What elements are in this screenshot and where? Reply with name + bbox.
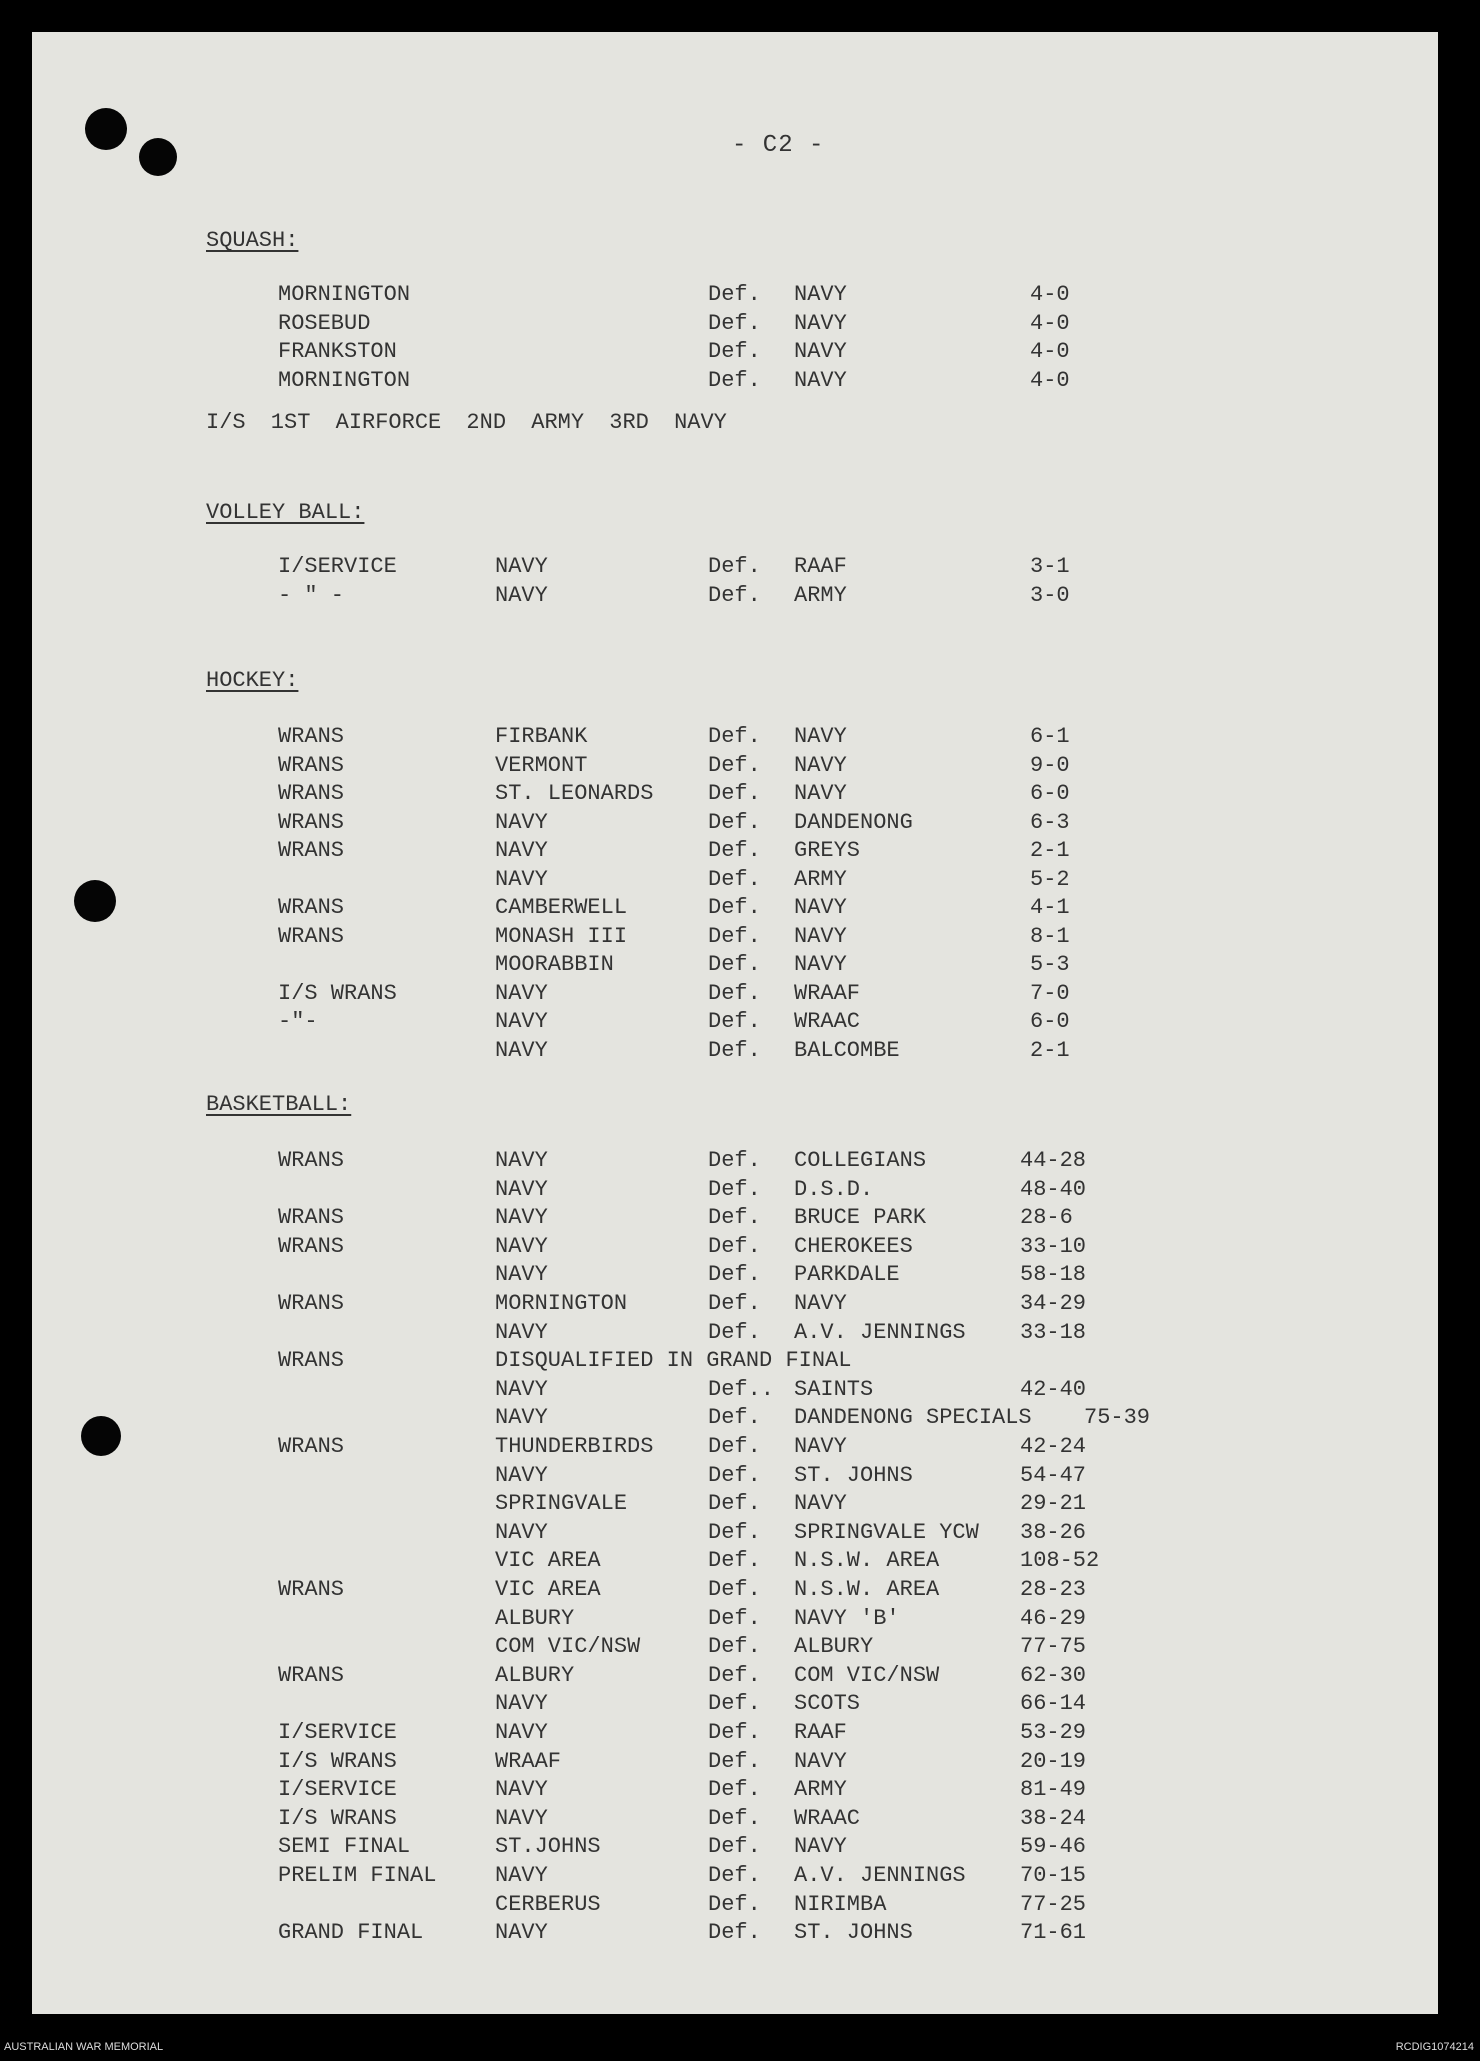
opponent-name: BRUCE PARK xyxy=(794,1205,927,1231)
score: 4-1 xyxy=(1030,895,1070,920)
opponent-name: NAVY xyxy=(794,752,847,778)
document-page xyxy=(32,32,1438,2014)
score: 38-26 xyxy=(1020,1519,1087,1545)
team-name: ALBURY xyxy=(495,1662,575,1688)
defeated-label: Def. xyxy=(708,1662,761,1688)
team-name: ROSEBUD xyxy=(278,310,371,336)
score: 6-3 xyxy=(1030,809,1070,835)
opponent-name: NAVY xyxy=(794,1491,847,1517)
score: 66-14 xyxy=(1020,1691,1087,1717)
team-name: MORNINGTON xyxy=(278,367,411,393)
score: 108-52 xyxy=(1020,1548,1100,1574)
result-row xyxy=(32,1205,1438,1233)
score: 77-25 xyxy=(1020,1891,1087,1917)
defeated-label: Def. xyxy=(708,952,761,977)
basketball-heading: BASKETBALL: xyxy=(206,1092,352,1117)
team-name: NAVY xyxy=(495,1148,548,1173)
result-row xyxy=(32,1520,1438,1548)
opponent-name: RAAF xyxy=(794,1720,847,1745)
opponent-name: WRAAF xyxy=(794,980,861,1006)
score: 5-3 xyxy=(1030,952,1070,977)
team-name: SPRINGVALE xyxy=(495,1491,628,1517)
result-row xyxy=(32,282,1438,310)
team-name: NAVY xyxy=(495,866,548,892)
score: 4-0 xyxy=(1030,310,1070,336)
result-row xyxy=(32,1749,1438,1777)
match-label: I/S WRANS xyxy=(278,1748,397,1774)
defeated-label: Def. xyxy=(708,866,761,892)
score: 42-40 xyxy=(1020,1376,1087,1402)
opponent-name: ST. JOHNS xyxy=(794,1920,913,1946)
opponent-name: NAVY xyxy=(794,1748,847,1774)
match-label: WRANS xyxy=(278,1662,345,1688)
result-row xyxy=(32,1577,1438,1605)
match-label: -"- xyxy=(278,1009,318,1034)
match-label: SEMI FINAL xyxy=(278,1834,411,1860)
defeated-label: Def. xyxy=(708,1748,761,1774)
defeated-label: Def. xyxy=(708,724,761,749)
defeated-label: Def. xyxy=(708,582,761,608)
defeated-label: Def. xyxy=(708,1491,761,1517)
match-label: WRANS xyxy=(278,1434,345,1459)
team-name: MOORABBIN xyxy=(495,952,614,977)
result-row xyxy=(32,339,1438,367)
opponent-name: ST. JOHNS xyxy=(794,1462,913,1488)
defeated-label: Def. xyxy=(708,1920,761,1946)
score: 70-15 xyxy=(1020,1863,1087,1888)
team-name: NAVY xyxy=(495,980,548,1006)
team-name: NAVY xyxy=(495,1037,548,1063)
opponent-name: N.S.W. AREA xyxy=(794,1577,940,1602)
result-row xyxy=(32,1491,1438,1519)
match-label: I/S WRANS xyxy=(278,980,397,1006)
match-label: WRANS xyxy=(278,781,345,806)
defeated-label: Def. xyxy=(708,1291,761,1316)
opponent-name: ARMY xyxy=(794,866,847,892)
score: 44-28 xyxy=(1020,1148,1087,1173)
defeated-label: Def. xyxy=(708,1009,761,1034)
team-name: NAVY xyxy=(495,1863,548,1888)
match-label: WRANS xyxy=(278,838,345,863)
team-name: NAVY xyxy=(495,582,548,608)
team-name: NAVY xyxy=(495,554,548,579)
opponent-name: WRAAC xyxy=(794,1805,861,1831)
score: 7-0 xyxy=(1030,980,1070,1006)
squash-heading: SQUASH: xyxy=(206,228,299,253)
team-name: CERBERUS xyxy=(495,1891,601,1917)
score: 59-46 xyxy=(1020,1834,1087,1860)
squash-summary: I/S 1ST AIRFORCE 2ND ARMY 3RD NAVY xyxy=(206,410,727,435)
opponent-name: ALBURY xyxy=(794,1634,874,1660)
score: 77-75 xyxy=(1020,1634,1087,1660)
opponent-name: NAVY xyxy=(794,781,847,806)
opponent-name: BALCOMBE xyxy=(794,1037,900,1063)
result-row xyxy=(32,895,1438,923)
team-name: NAVY xyxy=(495,1805,548,1831)
result-row xyxy=(32,368,1438,396)
match-label: WRANS xyxy=(278,1348,345,1374)
defeated-label: Def. xyxy=(708,1434,761,1459)
match-label: I/S WRANS xyxy=(278,1805,397,1831)
result-row xyxy=(32,1777,1438,1805)
team-name: WRAAF xyxy=(495,1748,562,1774)
defeated-label: Def. xyxy=(708,1891,761,1917)
team-name: NAVY xyxy=(495,1319,548,1345)
result-row xyxy=(32,1806,1438,1834)
opponent-name: SPRINGVALE YCW xyxy=(794,1519,979,1545)
opponent-name: PARKDALE xyxy=(794,1262,900,1288)
match-label: I/SERVICE xyxy=(278,1777,397,1803)
defeated-label: Def. xyxy=(708,809,761,835)
result-row xyxy=(32,1606,1438,1634)
score: 5-2 xyxy=(1030,866,1070,892)
defeated-label: Def. xyxy=(708,339,761,364)
opponent-name: GREYS xyxy=(794,838,861,863)
result-row xyxy=(32,1262,1438,1290)
defeated-label: Def. xyxy=(708,895,761,920)
result-row xyxy=(32,867,1438,895)
defeated-label: Def. xyxy=(708,1691,761,1717)
team-name: MORNINGTON xyxy=(278,282,411,307)
defeated-label: Def.. xyxy=(708,1376,775,1402)
score: 38-24 xyxy=(1020,1805,1087,1831)
opponent-name: NAVY xyxy=(794,895,847,920)
match-label: I/SERVICE xyxy=(278,554,397,579)
match-label: GRAND FINAL xyxy=(278,1920,424,1946)
footer-archive-name: AUSTRALIAN WAR MEMORIAL xyxy=(4,2041,164,2053)
team-name: NAVY xyxy=(495,1720,548,1745)
opponent-name: NAVY xyxy=(794,724,847,749)
score: 28-6 xyxy=(1020,1205,1073,1231)
defeated-label: Def. xyxy=(708,310,761,336)
score: 6-1 xyxy=(1030,724,1070,749)
match-label: WRANS xyxy=(278,895,345,920)
punch-hole xyxy=(85,108,127,150)
match-label: WRANS xyxy=(278,1205,345,1231)
opponent-name: NAVY 'B' xyxy=(794,1605,900,1631)
score: 75-39 xyxy=(1084,1405,1151,1431)
score: 58-18 xyxy=(1020,1262,1087,1288)
team-name: NAVY xyxy=(495,1405,548,1431)
team-name: DISQUALIFIED IN GRAND FINAL xyxy=(495,1348,852,1374)
opponent-name: CHEROKEES xyxy=(794,1233,913,1259)
defeated-label: Def. xyxy=(708,1720,761,1745)
defeated-label: Def. xyxy=(708,1148,761,1173)
score: 62-30 xyxy=(1020,1662,1087,1688)
team-name: NAVY xyxy=(495,1205,548,1231)
defeated-label: Def. xyxy=(708,1834,761,1860)
score: 42-24 xyxy=(1020,1434,1087,1459)
result-row xyxy=(32,1177,1438,1205)
score: 6-0 xyxy=(1030,781,1070,806)
score: 4-0 xyxy=(1030,339,1070,364)
result-row xyxy=(32,781,1438,809)
defeated-label: Def. xyxy=(708,1262,761,1288)
defeated-label: Def. xyxy=(708,1519,761,1545)
score: 81-49 xyxy=(1020,1777,1087,1803)
opponent-name: SCOTS xyxy=(794,1691,861,1717)
score: 33-18 xyxy=(1020,1319,1087,1345)
result-row xyxy=(32,1234,1438,1262)
team-name: NAVY xyxy=(495,1009,548,1034)
result-row xyxy=(32,1377,1438,1405)
opponent-name: A.V. JENNINGS xyxy=(794,1319,966,1345)
score: 48-40 xyxy=(1020,1176,1087,1202)
match-label: I/SERVICE xyxy=(278,1720,397,1745)
team-name: NAVY xyxy=(495,809,548,835)
match-label: WRANS xyxy=(278,752,345,778)
result-row xyxy=(32,1720,1438,1748)
result-row xyxy=(32,583,1438,611)
match-label: WRANS xyxy=(278,1577,345,1602)
result-row xyxy=(32,1548,1438,1576)
defeated-label: Def. xyxy=(708,1037,761,1063)
defeated-label: Def. xyxy=(708,1405,761,1431)
defeated-label: Def. xyxy=(708,923,761,949)
score: 3-1 xyxy=(1030,554,1070,579)
team-name: FRANKSTON xyxy=(278,339,397,364)
defeated-label: Def. xyxy=(708,367,761,393)
defeated-label: Def. xyxy=(708,1777,761,1803)
defeated-label: Def. xyxy=(708,1205,761,1231)
result-row xyxy=(32,1009,1438,1037)
result-row xyxy=(32,554,1438,582)
score: 6-0 xyxy=(1030,1009,1070,1034)
team-name: NAVY xyxy=(495,1462,548,1488)
result-row xyxy=(32,1405,1438,1433)
result-row xyxy=(32,1834,1438,1862)
defeated-label: Def. xyxy=(708,1634,761,1660)
defeated-label: Def. xyxy=(708,1319,761,1345)
opponent-name: NIRIMBA xyxy=(794,1891,887,1917)
score: 71-61 xyxy=(1020,1920,1087,1946)
defeated-label: Def. xyxy=(708,1577,761,1602)
result-row xyxy=(32,952,1438,980)
score: 4-0 xyxy=(1030,282,1070,307)
score: 2-1 xyxy=(1030,838,1070,863)
result-row xyxy=(32,1291,1438,1319)
result-row xyxy=(32,753,1438,781)
defeated-label: Def. xyxy=(708,282,761,307)
defeated-label: Def. xyxy=(708,1176,761,1202)
team-name: NAVY xyxy=(495,1233,548,1259)
opponent-name: COM VIC/NSW xyxy=(794,1662,940,1688)
opponent-name: NAVY xyxy=(794,1434,847,1459)
opponent-name: ARMY xyxy=(794,582,847,608)
team-name: ALBURY xyxy=(495,1605,575,1631)
page-number: - C2 - xyxy=(732,132,825,159)
team-name: NAVY xyxy=(495,1176,548,1202)
team-name: ST.JOHNS xyxy=(495,1834,601,1860)
score: 33-10 xyxy=(1020,1233,1087,1259)
team-name: NAVY xyxy=(495,1519,548,1545)
score: 34-29 xyxy=(1020,1291,1087,1316)
match-label: WRANS xyxy=(278,724,345,749)
score: 3-0 xyxy=(1030,582,1070,608)
team-name: NAVY xyxy=(495,1376,548,1402)
defeated-label: Def. xyxy=(708,781,761,806)
opponent-name: NAVY xyxy=(794,923,847,949)
team-name: NAVY xyxy=(495,1691,548,1717)
result-row xyxy=(32,810,1438,838)
opponent-name: DANDENONG SPECIALS xyxy=(794,1405,1032,1431)
opponent-name: COLLEGIANS xyxy=(794,1148,927,1173)
score: 2-1 xyxy=(1030,1037,1070,1063)
result-row xyxy=(32,1663,1438,1691)
opponent-name: RAAF xyxy=(794,554,847,579)
score: 20-19 xyxy=(1020,1748,1087,1774)
opponent-name: NAVY xyxy=(794,1834,847,1860)
result-row xyxy=(32,1320,1438,1348)
defeated-label: Def. xyxy=(708,1605,761,1631)
opponent-name: NAVY xyxy=(794,310,847,336)
team-name: VIC AREA xyxy=(495,1548,601,1574)
defeated-label: Def. xyxy=(708,752,761,778)
footer-archive-id: RCDIG1074214 xyxy=(1395,2041,1474,2053)
result-row xyxy=(32,981,1438,1009)
team-name: FIRBANK xyxy=(495,724,588,749)
team-name: NAVY xyxy=(495,1777,548,1803)
result-row xyxy=(32,1463,1438,1491)
opponent-name: D.S.D. xyxy=(794,1176,874,1202)
team-name: THUNDERBIRDS xyxy=(495,1434,654,1459)
result-row xyxy=(32,924,1438,952)
result-row xyxy=(32,724,1438,752)
score: 9-0 xyxy=(1030,752,1070,778)
result-row xyxy=(32,1863,1438,1891)
opponent-name: DANDENONG xyxy=(794,809,913,835)
opponent-name: SAINTS xyxy=(794,1376,874,1402)
defeated-label: Def. xyxy=(708,1548,761,1574)
team-name: MORNINGTON xyxy=(495,1291,628,1316)
defeated-label: Def. xyxy=(708,1462,761,1488)
volleyball-heading: VOLLEY BALL: xyxy=(206,500,365,525)
opponent-name: WRAAC xyxy=(794,1009,861,1034)
score: 4-0 xyxy=(1030,367,1070,393)
opponent-name: A.V. JENNINGS xyxy=(794,1863,966,1888)
opponent-name: ARMY xyxy=(794,1777,847,1803)
result-row xyxy=(32,1920,1438,1948)
score: 54-47 xyxy=(1020,1462,1087,1488)
defeated-label: Def. xyxy=(708,554,761,579)
opponent-name: NAVY xyxy=(794,282,847,307)
defeated-label: Def. xyxy=(708,1805,761,1831)
match-label: PRELIM FINAL xyxy=(278,1863,437,1888)
score: 8-1 xyxy=(1030,923,1070,949)
score: 28-23 xyxy=(1020,1577,1087,1602)
team-name: ST. LEONARDS xyxy=(495,781,654,806)
result-row xyxy=(32,311,1438,339)
defeated-label: Def. xyxy=(708,980,761,1006)
opponent-name: NAVY xyxy=(794,1291,847,1316)
team-name: VIC AREA xyxy=(495,1577,601,1602)
result-row xyxy=(32,1892,1438,1920)
match-label: WRANS xyxy=(278,1148,345,1173)
opponent-name: NAVY xyxy=(794,339,847,364)
match-label: WRANS xyxy=(278,1291,345,1316)
team-name: CAMBERWELL xyxy=(495,895,628,920)
team-name: NAVY xyxy=(495,1920,548,1946)
team-name: NAVY xyxy=(495,838,548,863)
result-row xyxy=(32,1148,1438,1176)
score: 46-29 xyxy=(1020,1605,1087,1631)
match-label: WRANS xyxy=(278,1233,345,1259)
team-name: COM VIC/NSW xyxy=(495,1634,641,1660)
team-name: NAVY xyxy=(495,1262,548,1288)
defeated-label: Def. xyxy=(708,838,761,863)
team-name: MONASH III xyxy=(495,923,628,949)
opponent-name: NAVY xyxy=(794,367,847,393)
team-name: VERMONT xyxy=(495,752,588,778)
result-row xyxy=(32,1434,1438,1462)
result-row xyxy=(32,1691,1438,1719)
result-row xyxy=(32,1634,1438,1662)
match-label: WRANS xyxy=(278,809,345,835)
opponent-name: NAVY xyxy=(794,952,847,977)
result-row xyxy=(32,1348,1438,1376)
hockey-heading: HOCKEY: xyxy=(206,668,299,693)
opponent-name: N.S.W. AREA xyxy=(794,1548,940,1574)
match-label: - " - xyxy=(278,582,345,608)
score: 53-29 xyxy=(1020,1720,1087,1745)
punch-hole xyxy=(139,138,177,176)
defeated-label: Def. xyxy=(708,1233,761,1259)
score: 29-21 xyxy=(1020,1491,1087,1517)
defeated-label: Def. xyxy=(708,1863,761,1888)
match-label: WRANS xyxy=(278,923,345,949)
result-row xyxy=(32,838,1438,866)
result-row xyxy=(32,1038,1438,1066)
